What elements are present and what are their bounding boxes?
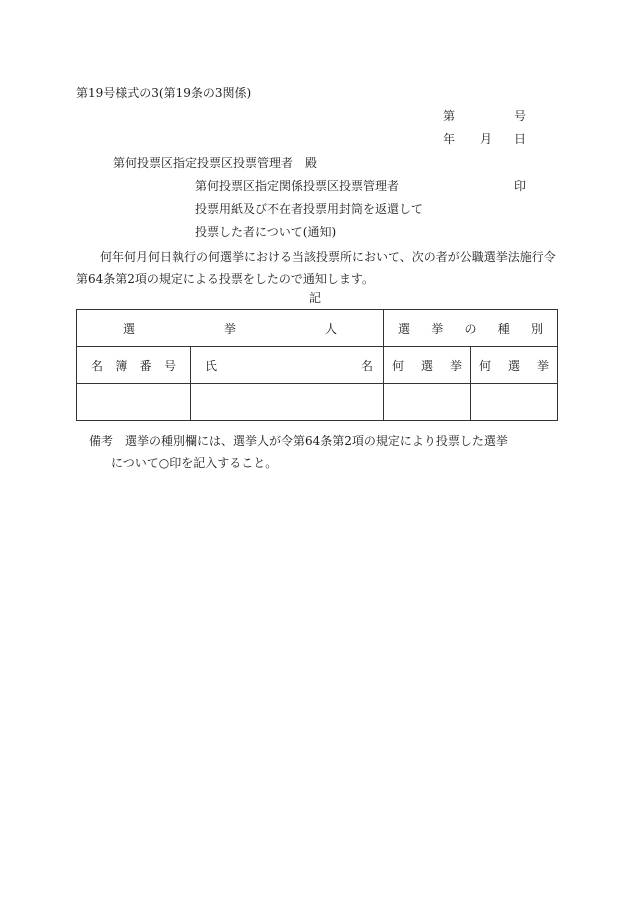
- seal-mark: 印: [514, 179, 527, 193]
- subheader-registry-number: [83, 357, 184, 374]
- date-year-label: 年: [443, 132, 456, 146]
- subheader-election-1: [390, 357, 464, 374]
- header-type-char: の: [464, 321, 477, 336]
- notes-line-2: について○印を記入すること。: [111, 456, 278, 470]
- subheader-registry-char: 番: [139, 358, 152, 373]
- sender: 第何投票区指定関係投票区投票管理者: [195, 179, 400, 193]
- subheader-name-cell: [191, 347, 384, 384]
- subheader-election-2-char: 挙: [537, 358, 550, 373]
- document-number-suffix: 号: [514, 109, 527, 123]
- header-type-char: 別: [531, 321, 544, 336]
- document-number-label: 第: [443, 109, 456, 123]
- subheader-registry-char: 号: [163, 358, 176, 373]
- entry-name[interactable]: [191, 384, 384, 421]
- header-voter-cell: [77, 310, 384, 347]
- header-election-type: [390, 320, 551, 337]
- notes-line-1: 選挙の種別欄には、選挙人が令第64条第2項の規定により投票した選挙: [125, 434, 508, 448]
- table-row: [77, 384, 558, 421]
- subject-line-1: 投票用紙及び不在者投票用封筒を返還して: [195, 202, 424, 216]
- form-title: 第19号様式の3(第19条の3関係): [76, 86, 252, 100]
- header-type-char: 選: [398, 321, 411, 336]
- subheader-election-2-char: 何: [479, 358, 492, 373]
- header-voter-char: 挙: [224, 321, 237, 336]
- entry-election-2[interactable]: [471, 384, 558, 421]
- body-text: 何年何月何日執行の何選挙における当該投票所において、次の者が公職選挙法施行令第64条第2項の規定による投票をしたので通知します。: [76, 250, 556, 286]
- date-day-label: 日: [514, 132, 527, 146]
- subheader-registry-char: 簿: [115, 358, 128, 373]
- notes-label: 備考: [89, 434, 114, 448]
- header-type-cell: [384, 310, 558, 347]
- subheader-name-char: 名: [361, 358, 374, 373]
- subheader-election-1-char: 何: [392, 358, 405, 373]
- header-type-char: 挙: [431, 321, 444, 336]
- subheader-name-char: 氏: [205, 358, 218, 373]
- subheader-registry-cell: [77, 347, 191, 384]
- addressee: 第何投票区指定投票区投票管理者 殿: [113, 156, 318, 170]
- subheader-election-2-char: 選: [508, 358, 521, 373]
- subheader-election-2-cell: [471, 347, 558, 384]
- table-subheader-row: [77, 347, 558, 384]
- subheader-name: [197, 357, 377, 374]
- header-voter: [83, 320, 377, 337]
- date-month-label: 月: [480, 132, 493, 146]
- subheader-election-1-char: 挙: [449, 358, 462, 373]
- entry-registry-number[interactable]: [77, 384, 191, 421]
- subheader-election-1-char: 選: [421, 358, 434, 373]
- subject-line-2: 投票した者について(通知): [195, 225, 337, 239]
- table-header-row: [77, 310, 558, 347]
- header-voter-char: 選: [123, 321, 136, 336]
- header-type-char: 種: [497, 321, 510, 336]
- voter-table: [76, 309, 558, 421]
- subheader-election-2: [477, 357, 551, 374]
- header-voter-char: 人: [325, 321, 338, 336]
- subheader-election-1-cell: [384, 347, 471, 384]
- subheader-registry-char: 名: [91, 358, 104, 373]
- notes: [89, 430, 559, 474]
- entry-election-1[interactable]: [384, 384, 471, 421]
- ki-label: 記: [309, 291, 322, 305]
